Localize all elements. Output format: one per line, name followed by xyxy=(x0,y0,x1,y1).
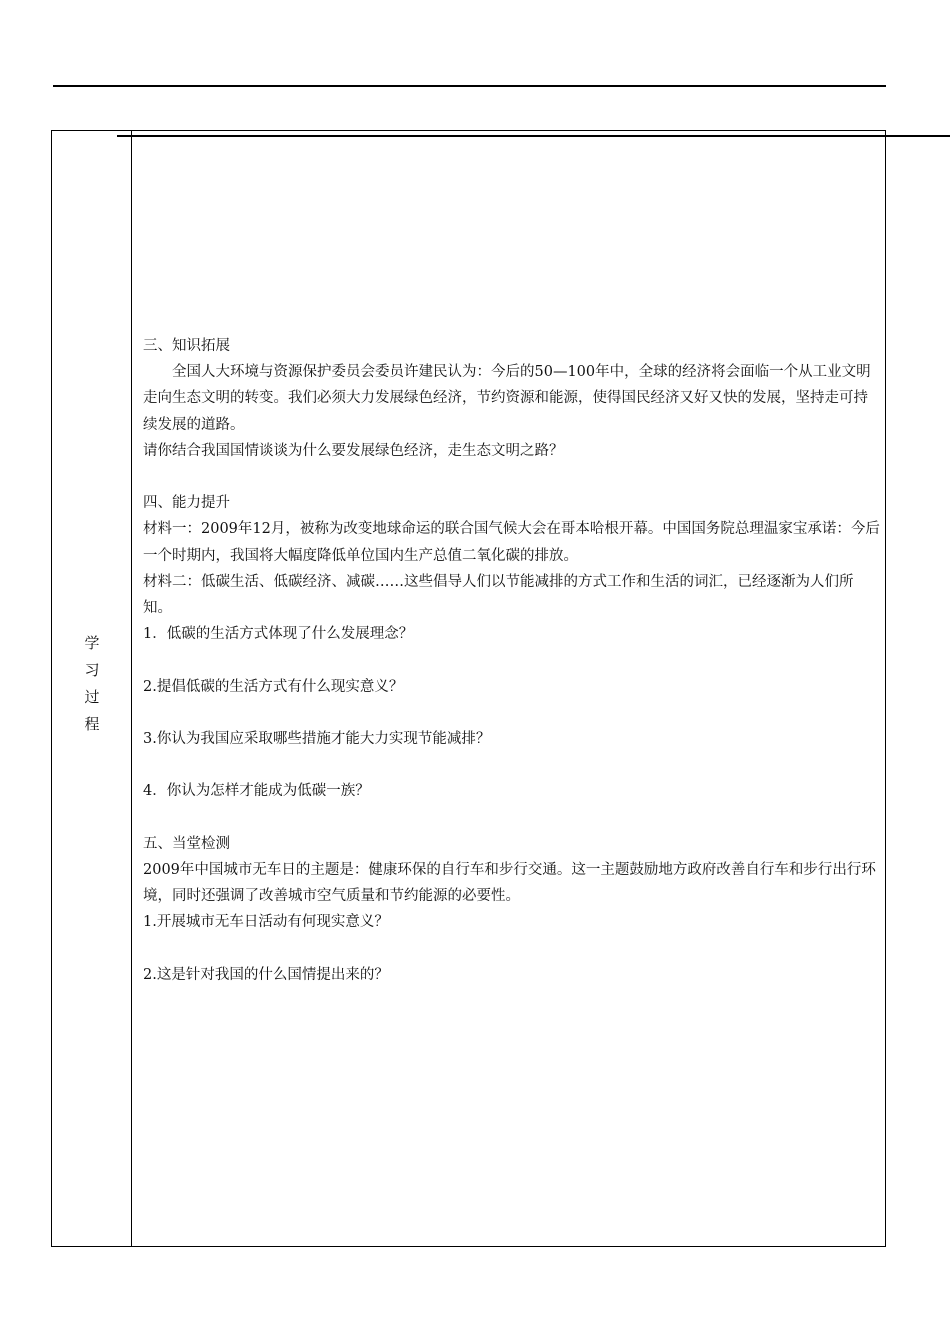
section4-question-1: 1．低碳的生活方式体现了什么发展理念？ xyxy=(143,626,414,643)
section5-question-2: 2.这是针对我国的什么国情提出来的？ xyxy=(143,966,389,983)
section4-question-3: 3.你认为我国应采取哪些措施才能大力实现节能减排？ xyxy=(143,731,491,747)
spacer xyxy=(143,647,880,673)
spacer xyxy=(143,805,880,831)
spacer xyxy=(143,464,880,490)
header-rule xyxy=(53,85,886,87)
spacer xyxy=(143,752,880,778)
section4-question-4: 4．你认为怎样才能成为低碳一族？ xyxy=(143,783,370,800)
side-label-char: 过 xyxy=(84,688,100,706)
section5-paragraph: 2009年中国城市无车日的主题是：健康环保的自行车和步行交通。这一主题鼓励地方政府改善自行车和步行出行环境，同时还强调了改善城市空气质量和节约能源的必要性。 xyxy=(143,861,876,905)
section4-material1: 材料一：2009年12月，被称为改变地球命运的联合国气候大会在哥本哈根开幕。中国国务院总理温家宝承诺：今后一个时期内，我国将大幅度降低单位国内生产总值二氧化碳的排放。 xyxy=(143,521,880,564)
side-label-learning-process xyxy=(82,630,102,738)
section3-heading: 三、知识拓展 xyxy=(143,338,230,354)
side-label-char: 习 xyxy=(84,661,100,679)
inner-rule xyxy=(117,135,950,137)
section4-question-2: 2.提倡低碳的生活方式有什么现实意义？ xyxy=(143,678,404,695)
learning-process-content xyxy=(143,333,880,988)
side-label-char: 学 xyxy=(84,634,100,652)
section4-heading: 四、能力提升 xyxy=(143,495,230,512)
spacer xyxy=(143,936,880,962)
spacer xyxy=(143,700,880,726)
section5-question-1: 1.开展城市无车日活动有何现实意义？ xyxy=(143,914,389,931)
section4-material2: 材料二：低碳生活、低碳经济、减碳……这些倡导人们以节能减排的方式工作和生活的词汇，已经逐渐为人们所知。 xyxy=(143,573,854,617)
side-label-char: 程 xyxy=(84,715,100,733)
section3-paragraph: 全国人大环境与资源保护委员会委员许建民认为：今后的50—100年中，全球的经济将会面临一个从工业文明走向生态文明的转变。我们必须大力发展绿色经济，节约资源和能源，使得国民经济又好又快的发展，坚持走可持续发展的道路。 xyxy=(143,364,871,433)
section3-question: 请你结合我国国情谈谈为什么要发展绿色经济，走生态文明之路？ xyxy=(143,442,564,459)
section5-heading: 五、当堂检测 xyxy=(143,835,230,852)
